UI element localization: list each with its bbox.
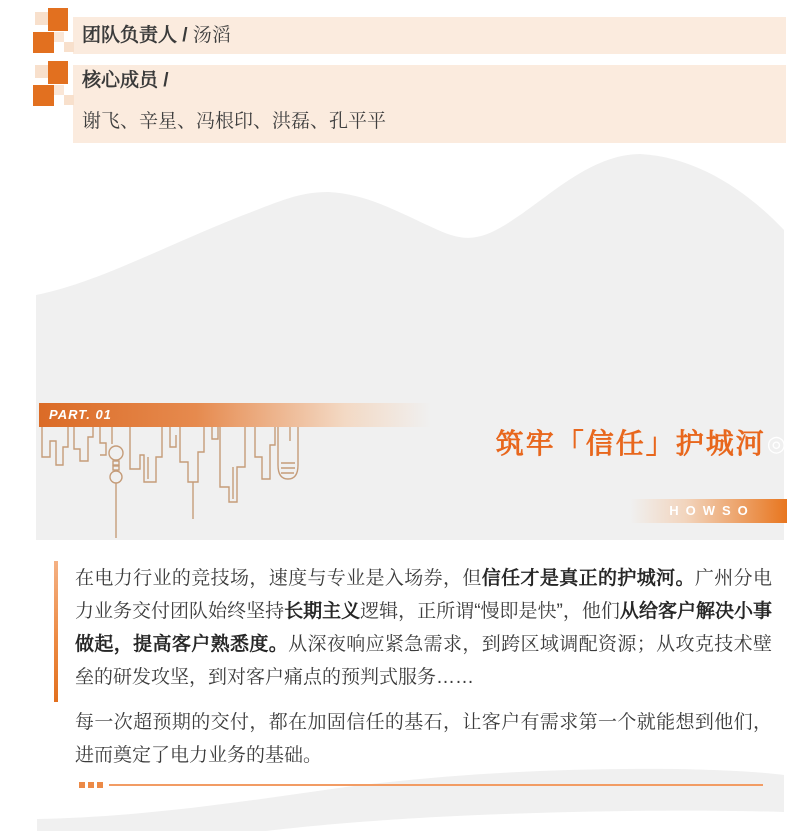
double-circle-icon: ◎ bbox=[766, 431, 786, 456]
divider-square-icon bbox=[97, 782, 103, 788]
divider-square-icon bbox=[79, 782, 85, 788]
core-members-names: 谢飞、辛星、冯根印、洪磊、孔平平 bbox=[82, 111, 387, 132]
footer-divider bbox=[79, 781, 763, 789]
mosaic-pixels-icon bbox=[33, 8, 77, 55]
mosaic-pixels-icon bbox=[33, 61, 77, 108]
brand-bar bbox=[630, 499, 787, 523]
paragraph-1: 在电力行业的竞技场，速度与专业是入场券，但信任才是真正的护城河。广州分电力业务交付团队始终坚持长期主义逻辑，正所谓“慢即是快”，他们从给客户解决小事做起，提高客户熟悉度。从深夜响应紧急需求，到跨区域调配资源；从攻克技术壁垒的研发攻坚，到对客户痛点的预判式服务…… bbox=[75, 568, 772, 688]
part-banner bbox=[39, 403, 431, 427]
section-title bbox=[496, 422, 786, 462]
team-leader-bar bbox=[73, 17, 786, 54]
brand-name: HOWSO bbox=[669, 503, 755, 518]
paragraph-accent-line bbox=[54, 561, 58, 702]
paragraph-2: 每一次超预期的交付，都在加固信任的基石，让客户有需求第一个就能想到他们，进而奠定了电力业务的基础。 bbox=[75, 712, 772, 766]
divider-line bbox=[109, 784, 763, 786]
part-label: PART. 01 bbox=[49, 407, 112, 422]
section-title-text: 筑牢「信任」护城河 bbox=[495, 428, 766, 459]
core-members-bar bbox=[73, 65, 786, 143]
team-leader-name: 汤滔 bbox=[187, 25, 231, 46]
city-skyline-icon bbox=[40, 427, 300, 542]
team-leader-label: 团队负责人 / bbox=[82, 25, 188, 46]
bottom-ribbon-shape bbox=[36, 765, 784, 831]
core-members-label: 核心成员 / bbox=[82, 70, 169, 91]
divider-square-icon bbox=[88, 782, 94, 788]
